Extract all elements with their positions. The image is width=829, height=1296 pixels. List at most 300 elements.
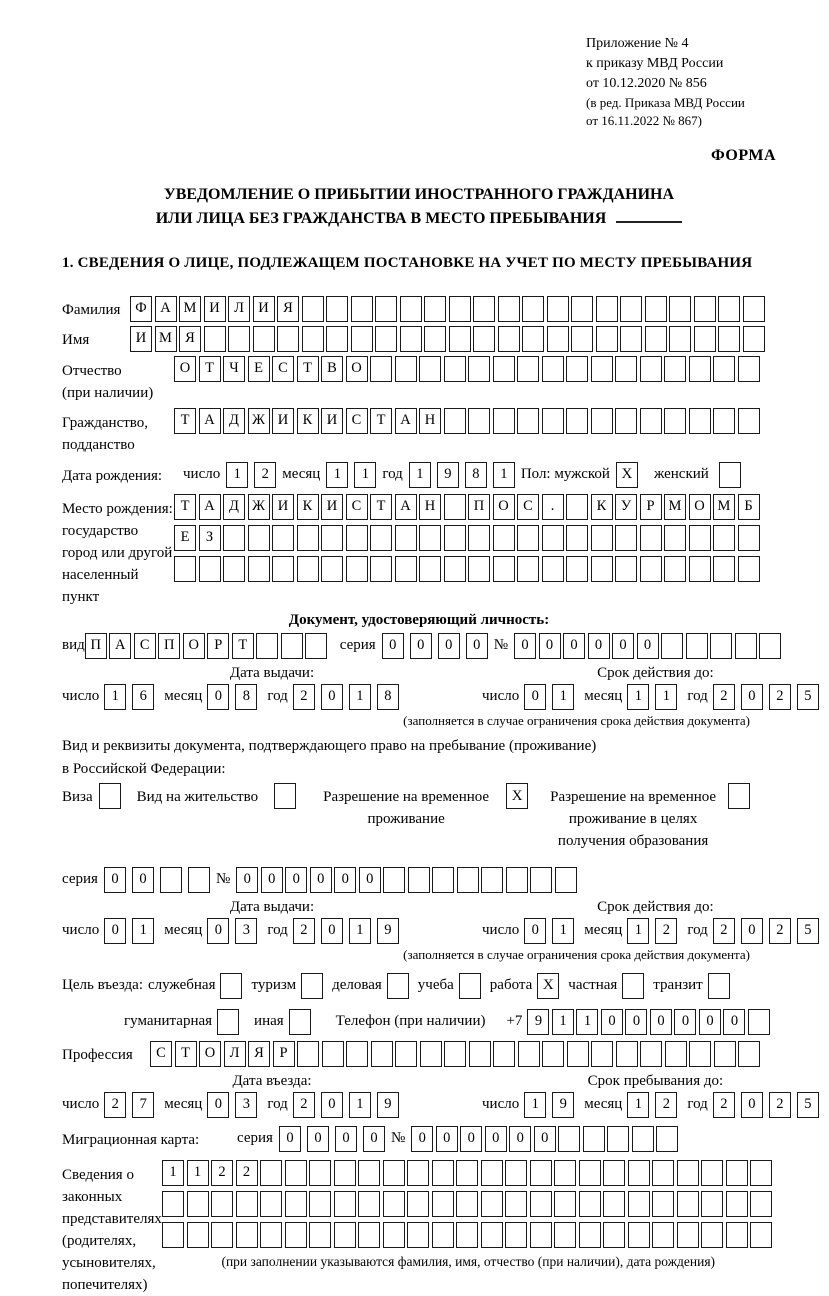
purpose-private-checkbox[interactable]	[622, 973, 644, 999]
char-box[interactable]: Т	[199, 356, 221, 382]
char-box[interactable]	[351, 326, 373, 352]
char-box[interactable]: 0	[674, 1009, 696, 1035]
char-box[interactable]	[322, 1041, 344, 1067]
char-box[interactable]: Р	[640, 494, 662, 520]
purpose-business-checkbox[interactable]	[387, 973, 409, 999]
char-box[interactable]	[632, 1126, 654, 1152]
char-box[interactable]	[419, 525, 441, 551]
char-box[interactable]: 2	[293, 1092, 315, 1118]
char-box[interactable]	[456, 1160, 478, 1186]
char-box[interactable]: 9	[527, 1009, 549, 1035]
char-box[interactable]	[591, 556, 613, 582]
char-box[interactable]	[187, 1222, 209, 1248]
char-box[interactable]	[710, 633, 732, 659]
char-box[interactable]	[407, 1191, 429, 1217]
char-box[interactable]: О	[689, 494, 711, 520]
char-box[interactable]: 2	[713, 1092, 735, 1118]
char-box[interactable]	[547, 326, 569, 352]
char-box[interactable]: 0	[236, 867, 258, 893]
char-box[interactable]: 0	[207, 684, 229, 710]
permit-temp-checkbox[interactable]: X	[506, 783, 528, 809]
char-box[interactable]: 0	[466, 633, 488, 659]
char-box[interactable]	[640, 408, 662, 434]
char-box[interactable]	[607, 1126, 629, 1152]
char-box[interactable]	[432, 1191, 454, 1217]
char-box[interactable]	[714, 1041, 736, 1067]
char-box[interactable]: 2	[293, 684, 315, 710]
char-box[interactable]	[713, 525, 735, 551]
char-box[interactable]: .	[542, 494, 564, 520]
char-box[interactable]: 0	[534, 1126, 556, 1152]
char-box[interactable]	[603, 1222, 625, 1248]
char-box[interactable]	[726, 1191, 748, 1217]
char-box[interactable]	[160, 867, 182, 893]
char-box[interactable]: И	[130, 326, 152, 352]
char-box[interactable]: С	[134, 633, 156, 659]
char-box[interactable]	[272, 525, 294, 551]
char-box[interactable]	[640, 1041, 662, 1067]
char-box[interactable]: 5	[797, 918, 819, 944]
purpose-study-checkbox[interactable]	[459, 973, 481, 999]
char-box[interactable]: 1	[226, 462, 248, 488]
char-box[interactable]: 1	[349, 918, 371, 944]
char-box[interactable]	[370, 525, 392, 551]
char-box[interactable]	[735, 633, 757, 659]
char-box[interactable]	[652, 1160, 674, 1186]
char-box[interactable]: 0	[524, 918, 546, 944]
char-box[interactable]: 0	[363, 1126, 385, 1152]
char-box[interactable]	[579, 1191, 601, 1217]
char-box[interactable]: 1	[627, 918, 649, 944]
char-box[interactable]	[591, 525, 613, 551]
char-box[interactable]	[677, 1191, 699, 1217]
char-box[interactable]	[223, 525, 245, 551]
char-box[interactable]	[652, 1222, 674, 1248]
char-box[interactable]: У	[615, 494, 637, 520]
char-box[interactable]: 0	[723, 1009, 745, 1035]
char-box[interactable]: З	[199, 525, 221, 551]
char-box[interactable]	[449, 296, 471, 322]
char-box[interactable]	[432, 1222, 454, 1248]
char-box[interactable]	[456, 1191, 478, 1217]
char-box[interactable]: Е	[248, 356, 270, 382]
char-box[interactable]: 1	[349, 684, 371, 710]
char-box[interactable]	[530, 1160, 552, 1186]
char-box[interactable]	[473, 326, 495, 352]
char-box[interactable]: А	[395, 408, 417, 434]
char-box[interactable]: Т	[297, 356, 319, 382]
char-box[interactable]: 9	[377, 1092, 399, 1118]
char-box[interactable]	[419, 556, 441, 582]
char-box[interactable]: 1	[187, 1160, 209, 1186]
char-box[interactable]	[162, 1191, 184, 1217]
char-box[interactable]: 0	[335, 1126, 357, 1152]
char-box[interactable]: 0	[321, 918, 343, 944]
char-box[interactable]: Т	[232, 633, 254, 659]
char-box[interactable]: Т	[370, 408, 392, 434]
char-box[interactable]	[321, 556, 343, 582]
char-box[interactable]: 0	[411, 1126, 433, 1152]
char-box[interactable]: С	[346, 494, 368, 520]
char-box[interactable]	[285, 1222, 307, 1248]
char-box[interactable]	[718, 326, 740, 352]
char-box[interactable]	[517, 356, 539, 382]
char-box[interactable]	[628, 1160, 650, 1186]
char-box[interactable]	[522, 296, 544, 322]
char-box[interactable]	[517, 525, 539, 551]
char-box[interactable]	[302, 326, 324, 352]
char-box[interactable]	[542, 1041, 564, 1067]
char-box[interactable]	[628, 1222, 650, 1248]
char-box[interactable]: Р	[207, 633, 229, 659]
char-box[interactable]	[383, 1222, 405, 1248]
char-box[interactable]	[566, 525, 588, 551]
char-box[interactable]: Я	[277, 296, 299, 322]
char-box[interactable]	[518, 1041, 540, 1067]
char-box[interactable]: 0	[436, 1126, 458, 1152]
sex-female-checkbox[interactable]	[719, 462, 741, 488]
char-box[interactable]	[689, 525, 711, 551]
char-box[interactable]	[395, 356, 417, 382]
purpose-official-checkbox[interactable]	[220, 973, 242, 999]
char-box[interactable]: 2	[713, 684, 735, 710]
char-box[interactable]	[530, 1222, 552, 1248]
char-box[interactable]: 8	[235, 684, 257, 710]
char-box[interactable]	[281, 633, 303, 659]
char-box[interactable]: 2	[713, 918, 735, 944]
char-box[interactable]	[383, 1191, 405, 1217]
char-box[interactable]	[694, 296, 716, 322]
char-box[interactable]	[628, 1191, 650, 1217]
char-box[interactable]	[469, 1041, 491, 1067]
char-box[interactable]	[277, 326, 299, 352]
char-box[interactable]	[199, 556, 221, 582]
char-box[interactable]	[579, 1222, 601, 1248]
char-box[interactable]	[640, 525, 662, 551]
char-box[interactable]	[726, 1160, 748, 1186]
char-box[interactable]	[664, 408, 686, 434]
char-box[interactable]	[493, 356, 515, 382]
char-box[interactable]	[424, 326, 446, 352]
char-box[interactable]	[358, 1160, 380, 1186]
char-box[interactable]	[726, 1222, 748, 1248]
char-box[interactable]	[615, 408, 637, 434]
char-box[interactable]: 3	[235, 1092, 257, 1118]
purpose-other-checkbox[interactable]	[289, 1009, 311, 1035]
char-box[interactable]	[555, 867, 577, 893]
char-box[interactable]	[351, 296, 373, 322]
char-box[interactable]: 0	[699, 1009, 721, 1035]
char-box[interactable]: С	[517, 494, 539, 520]
char-box[interactable]: П	[468, 494, 490, 520]
purpose-humanitarian-checkbox[interactable]	[217, 1009, 239, 1035]
char-box[interactable]: 6	[132, 684, 154, 710]
char-box[interactable]	[253, 326, 275, 352]
char-box[interactable]	[620, 326, 642, 352]
char-box[interactable]	[554, 1191, 576, 1217]
char-box[interactable]	[473, 296, 495, 322]
char-box[interactable]: 9	[437, 462, 459, 488]
char-box[interactable]	[309, 1191, 331, 1217]
char-box[interactable]	[566, 408, 588, 434]
char-box[interactable]: Т	[370, 494, 392, 520]
char-box[interactable]: П	[85, 633, 107, 659]
char-box[interactable]	[305, 633, 327, 659]
char-box[interactable]	[738, 525, 760, 551]
char-box[interactable]	[558, 1126, 580, 1152]
char-box[interactable]: 0	[321, 684, 343, 710]
char-box[interactable]	[457, 867, 479, 893]
char-box[interactable]: С	[346, 408, 368, 434]
char-box[interactable]: 0	[104, 867, 126, 893]
char-box[interactable]	[297, 525, 319, 551]
char-box[interactable]	[652, 1191, 674, 1217]
char-box[interactable]	[204, 326, 226, 352]
sex-male-checkbox[interactable]: X	[616, 462, 638, 488]
char-box[interactable]: 0	[310, 867, 332, 893]
char-box[interactable]	[640, 356, 662, 382]
char-box[interactable]	[542, 356, 564, 382]
char-box[interactable]	[522, 326, 544, 352]
char-box[interactable]	[645, 326, 667, 352]
permit-residence-checkbox[interactable]	[274, 783, 296, 809]
char-box[interactable]: Р	[273, 1041, 295, 1067]
char-box[interactable]	[444, 494, 466, 520]
char-box[interactable]	[689, 556, 711, 582]
char-box[interactable]	[542, 556, 564, 582]
char-box[interactable]: Я	[248, 1041, 270, 1067]
char-box[interactable]	[346, 525, 368, 551]
char-box[interactable]	[669, 296, 691, 322]
char-box[interactable]: Т	[174, 494, 196, 520]
char-box[interactable]: Т	[175, 1041, 197, 1067]
char-box[interactable]	[596, 296, 618, 322]
char-box[interactable]: 0	[514, 633, 536, 659]
char-box[interactable]	[444, 556, 466, 582]
char-box[interactable]	[640, 556, 662, 582]
char-box[interactable]	[554, 1160, 576, 1186]
char-box[interactable]: 1	[162, 1160, 184, 1186]
char-box[interactable]	[285, 1191, 307, 1217]
char-box[interactable]	[493, 556, 515, 582]
char-box[interactable]	[530, 867, 552, 893]
char-box[interactable]	[738, 408, 760, 434]
char-box[interactable]: Ж	[248, 494, 270, 520]
char-box[interactable]: 3	[235, 918, 257, 944]
char-box[interactable]	[656, 1126, 678, 1152]
char-box[interactable]: 1	[493, 462, 515, 488]
char-box[interactable]	[211, 1222, 233, 1248]
char-box[interactable]	[407, 1160, 429, 1186]
char-box[interactable]	[187, 1191, 209, 1217]
char-box[interactable]	[571, 296, 593, 322]
char-box[interactable]: 1	[524, 1092, 546, 1118]
char-box[interactable]	[603, 1191, 625, 1217]
char-box[interactable]: Ф	[130, 296, 152, 322]
char-box[interactable]	[358, 1191, 380, 1217]
char-box[interactable]	[395, 525, 417, 551]
char-box[interactable]	[664, 356, 686, 382]
char-box[interactable]: 0	[279, 1126, 301, 1152]
char-box[interactable]	[260, 1191, 282, 1217]
char-box[interactable]	[498, 296, 520, 322]
char-box[interactable]: 1	[354, 462, 376, 488]
char-box[interactable]: 1	[552, 1009, 574, 1035]
char-box[interactable]	[248, 556, 270, 582]
char-box[interactable]: А	[199, 408, 221, 434]
purpose-tourism-checkbox[interactable]	[301, 973, 323, 999]
char-box[interactable]	[188, 867, 210, 893]
char-box[interactable]: А	[395, 494, 417, 520]
char-box[interactable]	[346, 1041, 368, 1067]
char-box[interactable]: 2	[104, 1092, 126, 1118]
char-box[interactable]	[493, 525, 515, 551]
char-box[interactable]: 0	[650, 1009, 672, 1035]
char-box[interactable]: 1	[349, 1092, 371, 1118]
char-box[interactable]: О	[493, 494, 515, 520]
char-box[interactable]	[750, 1191, 772, 1217]
char-box[interactable]	[701, 1160, 723, 1186]
char-box[interactable]	[420, 1041, 442, 1067]
char-box[interactable]: 0	[637, 633, 659, 659]
char-box[interactable]: К	[591, 494, 613, 520]
char-box[interactable]	[297, 556, 319, 582]
char-box[interactable]: 0	[563, 633, 585, 659]
char-box[interactable]: 0	[410, 633, 432, 659]
char-box[interactable]: О	[174, 356, 196, 382]
char-box[interactable]	[743, 326, 765, 352]
char-box[interactable]	[542, 525, 564, 551]
char-box[interactable]	[297, 1041, 319, 1067]
char-box[interactable]	[694, 326, 716, 352]
char-box[interactable]	[738, 556, 760, 582]
char-box[interactable]: 0	[612, 633, 634, 659]
char-box[interactable]: Ж	[248, 408, 270, 434]
char-box[interactable]: И	[272, 408, 294, 434]
char-box[interactable]: О	[183, 633, 205, 659]
char-box[interactable]	[334, 1222, 356, 1248]
char-box[interactable]	[645, 296, 667, 322]
char-box[interactable]: 0	[601, 1009, 623, 1035]
char-box[interactable]: Д	[223, 408, 245, 434]
permit-temp-edu-checkbox[interactable]	[728, 783, 750, 809]
char-box[interactable]	[620, 296, 642, 322]
char-box[interactable]: Л	[224, 1041, 246, 1067]
char-box[interactable]	[383, 867, 405, 893]
char-box[interactable]: Е	[174, 525, 196, 551]
char-box[interactable]: А	[109, 633, 131, 659]
char-box[interactable]	[517, 556, 539, 582]
char-box[interactable]: 0	[524, 684, 546, 710]
char-box[interactable]	[326, 326, 348, 352]
char-box[interactable]	[677, 1160, 699, 1186]
char-box[interactable]	[456, 1222, 478, 1248]
char-box[interactable]	[591, 1041, 613, 1067]
char-box[interactable]	[444, 356, 466, 382]
char-box[interactable]	[383, 1160, 405, 1186]
char-box[interactable]	[616, 1041, 638, 1067]
char-box[interactable]	[260, 1222, 282, 1248]
char-box[interactable]: 1	[576, 1009, 598, 1035]
char-box[interactable]: 2	[211, 1160, 233, 1186]
char-box[interactable]	[481, 1160, 503, 1186]
char-box[interactable]	[444, 408, 466, 434]
char-box[interactable]	[743, 296, 765, 322]
char-box[interactable]	[759, 633, 781, 659]
char-box[interactable]	[505, 1222, 527, 1248]
char-box[interactable]: 0	[625, 1009, 647, 1035]
char-box[interactable]: 0	[261, 867, 283, 893]
char-box[interactable]	[432, 1160, 454, 1186]
char-box[interactable]: М	[713, 494, 735, 520]
char-box[interactable]	[468, 525, 490, 551]
char-box[interactable]: 8	[377, 684, 399, 710]
char-box[interactable]	[664, 556, 686, 582]
char-box[interactable]	[334, 1160, 356, 1186]
char-box[interactable]: С	[150, 1041, 172, 1067]
char-box[interactable]	[256, 633, 278, 659]
char-box[interactable]: 2	[293, 918, 315, 944]
char-box[interactable]	[371, 1041, 393, 1067]
char-box[interactable]: М	[155, 326, 177, 352]
char-box[interactable]	[346, 556, 368, 582]
char-box[interactable]: К	[297, 494, 319, 520]
char-box[interactable]	[615, 356, 637, 382]
char-box[interactable]	[449, 326, 471, 352]
char-box[interactable]	[689, 1041, 711, 1067]
char-box[interactable]	[223, 556, 245, 582]
char-box[interactable]	[669, 326, 691, 352]
char-box[interactable]: И	[204, 296, 226, 322]
char-box[interactable]	[407, 1222, 429, 1248]
char-box[interactable]	[591, 356, 613, 382]
char-box[interactable]: М	[664, 494, 686, 520]
char-box[interactable]: 2	[655, 918, 677, 944]
char-box[interactable]: О	[199, 1041, 221, 1067]
char-box[interactable]	[579, 1160, 601, 1186]
char-box[interactable]	[713, 556, 735, 582]
char-box[interactable]: К	[297, 408, 319, 434]
char-box[interactable]	[334, 1191, 356, 1217]
char-box[interactable]: 0	[285, 867, 307, 893]
char-box[interactable]	[370, 556, 392, 582]
char-box[interactable]: 0	[321, 1092, 343, 1118]
char-box[interactable]	[566, 556, 588, 582]
char-box[interactable]	[665, 1041, 687, 1067]
char-box[interactable]	[596, 326, 618, 352]
char-box[interactable]	[468, 556, 490, 582]
char-box[interactable]: П	[158, 633, 180, 659]
char-box[interactable]	[689, 408, 711, 434]
char-box[interactable]: 0	[207, 918, 229, 944]
char-box[interactable]: Н	[419, 494, 441, 520]
char-box[interactable]	[554, 1222, 576, 1248]
char-box[interactable]: 9	[377, 918, 399, 944]
char-box[interactable]	[468, 356, 490, 382]
char-box[interactable]: И	[253, 296, 275, 322]
char-box[interactable]: 9	[552, 1092, 574, 1118]
purpose-transit-checkbox[interactable]	[708, 973, 730, 999]
char-box[interactable]	[358, 1222, 380, 1248]
char-box[interactable]	[615, 525, 637, 551]
permit-visa-checkbox[interactable]	[99, 783, 121, 809]
char-box[interactable]: 0	[741, 918, 763, 944]
char-box[interactable]	[375, 326, 397, 352]
char-box[interactable]: А	[199, 494, 221, 520]
char-box[interactable]: В	[321, 356, 343, 382]
char-box[interactable]: О	[346, 356, 368, 382]
char-box[interactable]	[566, 356, 588, 382]
